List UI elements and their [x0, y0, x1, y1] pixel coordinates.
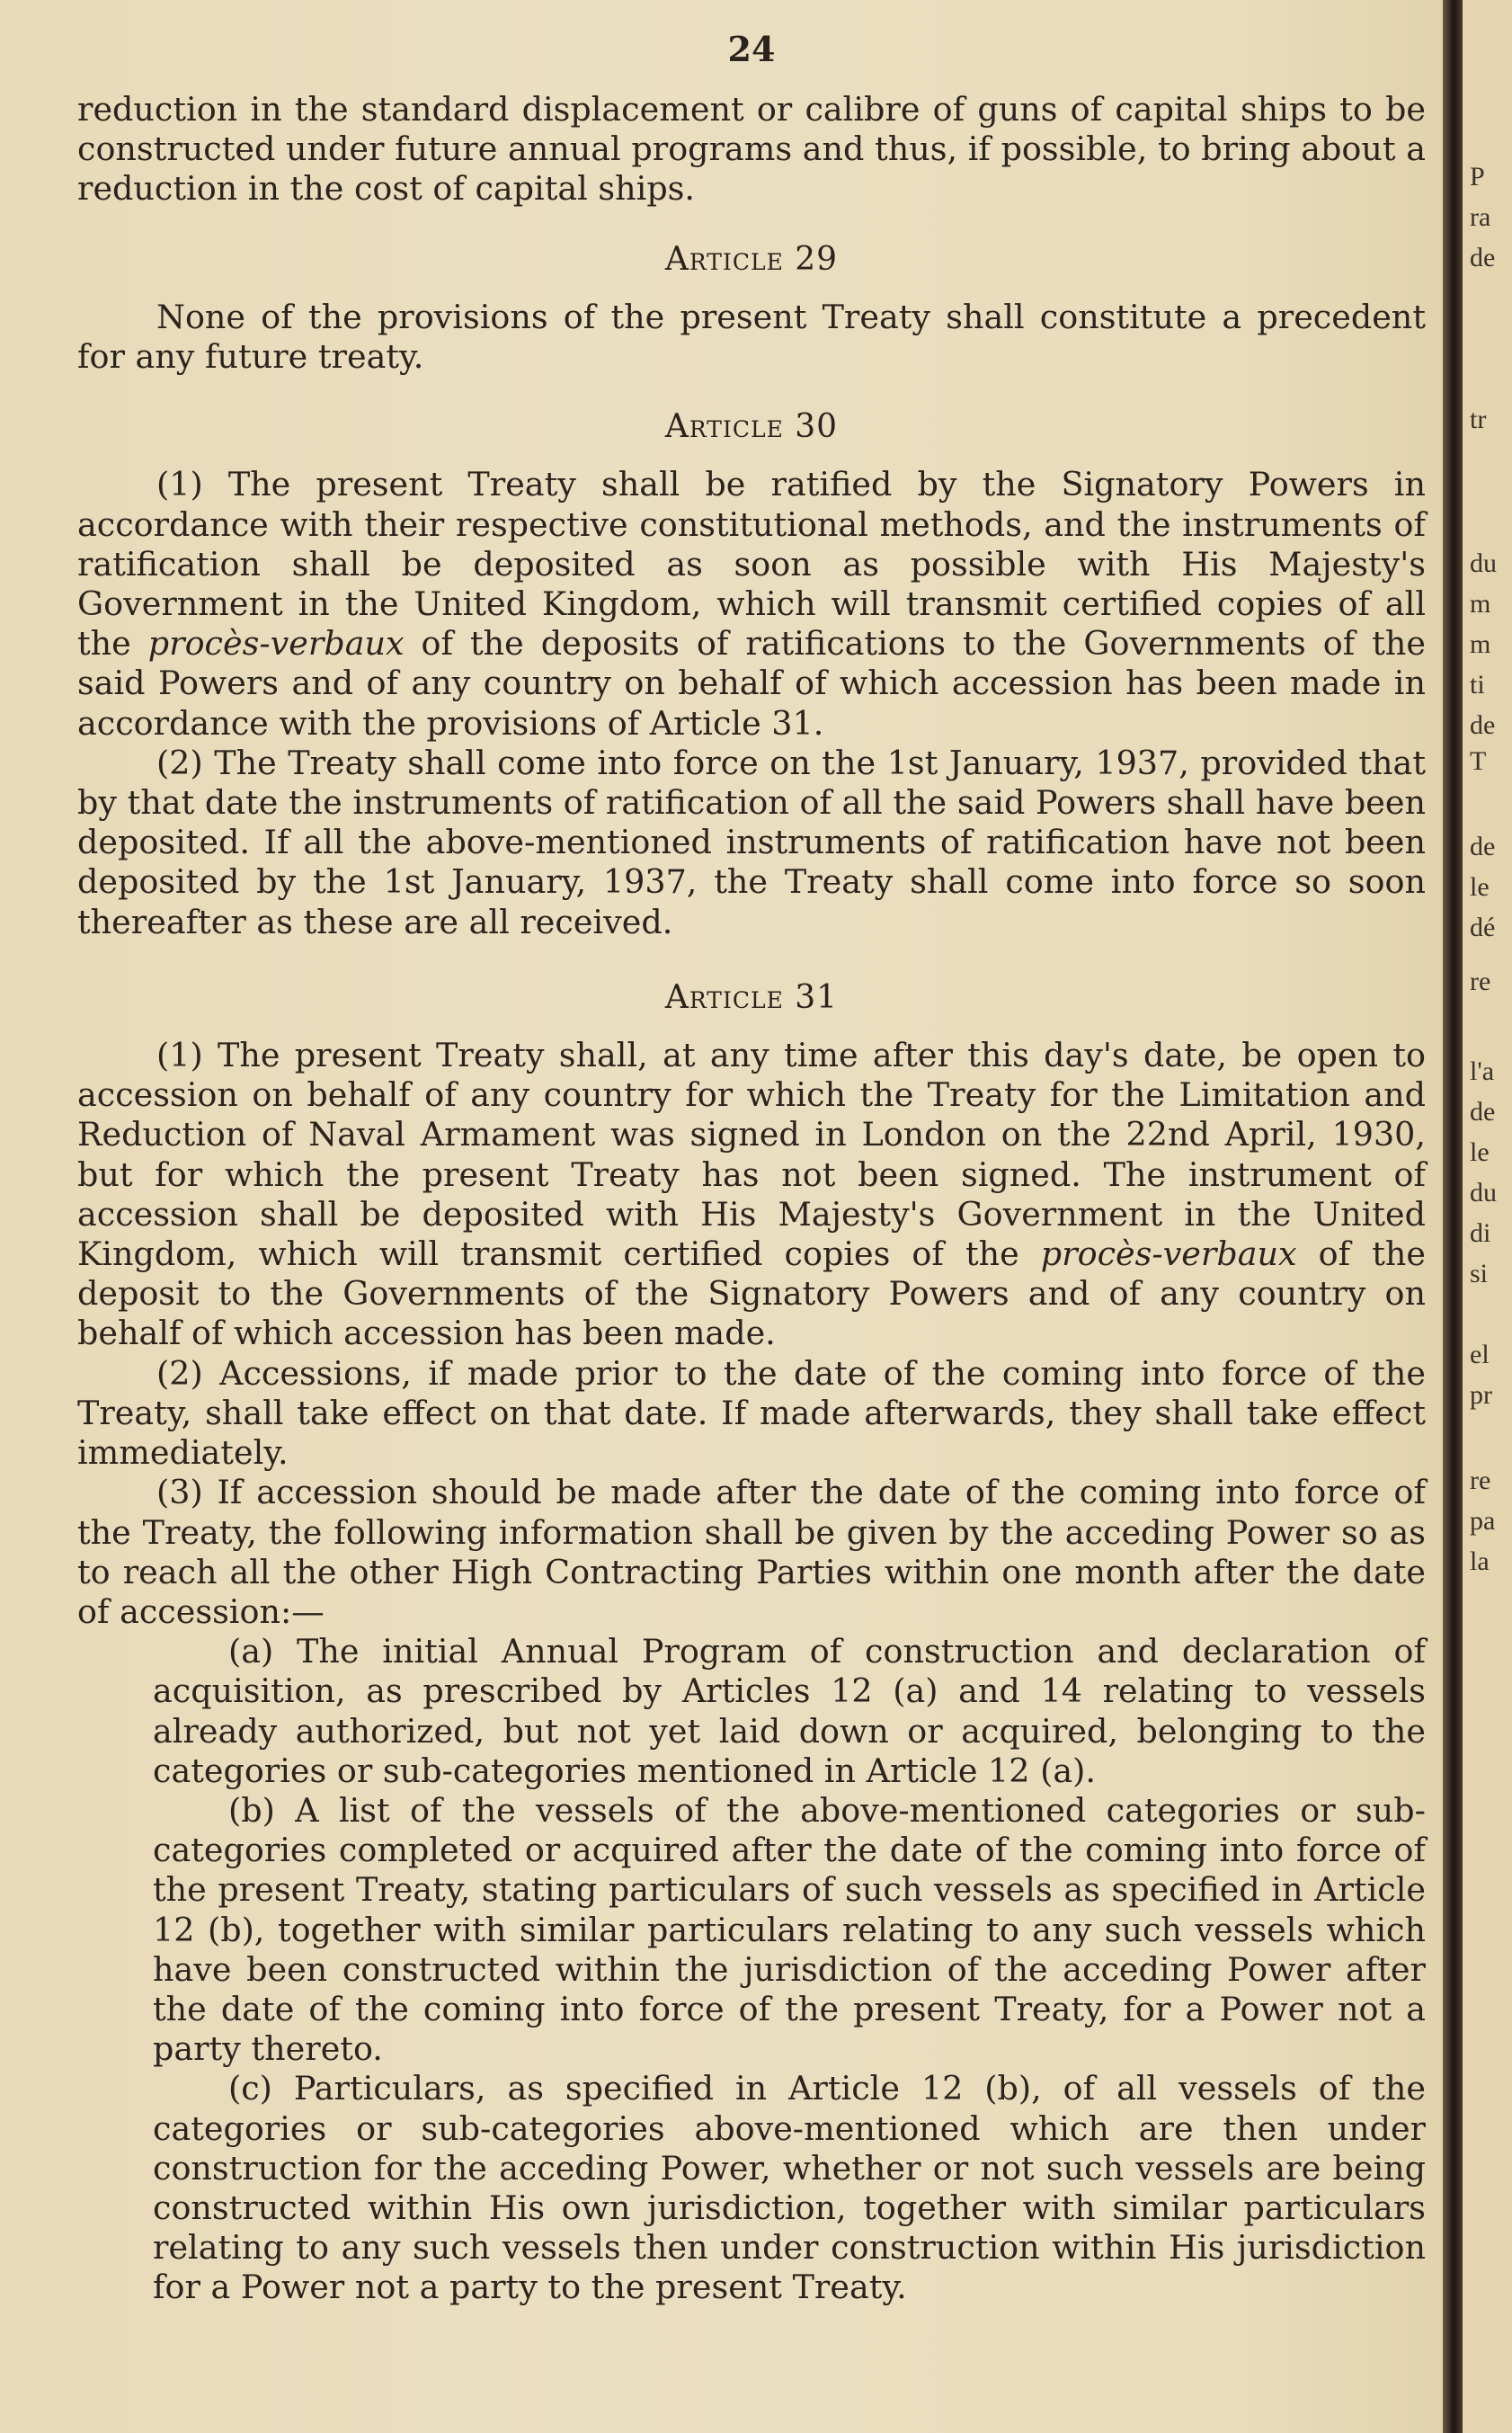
article-31-paragraph-2: (2) Accessions, if made prior to the date of the coming into force of the Treaty, shall take effect on that date. If made afterwards, they shall take effect immediately.: [77, 1353, 1426, 1473]
article-30-p1-start: (1) The present Treaty shall be ratified by the Signatory Powers in accordance with their respective constitutional methods, and the instruments of ratification shall be deposited as soon as possible with His Majesty's Government in the United Kingdom, which will transmit certified copies of all the: [77, 465, 1426, 664]
facing-page-fragment: el: [1470, 1340, 1490, 1369]
facing-page-fragment: ti: [1470, 670, 1485, 700]
facing-page-fragment: de: [1470, 1097, 1496, 1127]
page-number: 24: [727, 29, 776, 69]
facing-page-fragment: du: [1470, 1178, 1497, 1208]
article-30-heading: Article 30: [664, 408, 839, 446]
article-31-paragraph-1: [77, 1036, 1426, 1354]
facing-page-fragment: tr: [1470, 405, 1487, 434]
facing-page-fragment: la: [1470, 1546, 1490, 1576]
article-31-p1-italic: procès-verbaux: [1040, 1234, 1297, 1274]
article-31-p1-start: (1) The present Treaty shall, at any time after this day's date, be open to accession on behalf of any country for which the Treaty for the Limitation and Reduction of Naval Armament was signed in London on the 22nd April, 1930, but for which the present Treaty has not been signed. The instrument of accession shall be deposited with His Majesty's Government in the United Kingdom, which will transmit certified copies of the: [77, 1036, 1426, 1274]
facing-page-fragment: du: [1470, 548, 1497, 578]
article-29-heading: Article 29: [664, 240, 839, 278]
facing-page-fragment: m: [1470, 629, 1491, 659]
facing-page-fragment: si: [1470, 1259, 1489, 1288]
facing-page-fragment: re: [1470, 1466, 1491, 1495]
facing-page-fragment: P: [1470, 162, 1485, 192]
facing-page-fragment: le: [1470, 872, 1490, 902]
facing-page-fragment: pr: [1470, 1380, 1492, 1410]
article-31-paragraph-3: (3) If accession should be made after the date of the coming into force of the Treaty, the following information shall be given by the acceding Power so as to reach all the other High Contracting Parties within one month after the date of accession:—: [77, 1473, 1426, 1631]
facing-page-fragment: le: [1470, 1137, 1490, 1167]
article-30-paragraph-1: [77, 465, 1426, 743]
article-31-p1-end: of the deposit to the Governments of the Signatory Powers and of any country on behalf of which accession has been made.: [77, 1234, 1426, 1353]
facing-page-fragment: T: [1470, 746, 1487, 776]
article-30-p1-end: of the deposits of ratifications to the Governments of the said Powers and of any country on behalf of which accession has been made in accordance with the provisions of Article 31.: [77, 624, 1426, 743]
facing-page-fragment: de: [1470, 243, 1496, 272]
article-31-item-b: (b) A list of the vessels of the above-mentioned categories or sub-categories completed or acquired after the date of the coming into force of the present Treaty, stating particulars of such vessels as specified in Article 12 (b), together with similar particulars relating to any such vessels which have been constructed within the jurisdiction of the acceding Power after the date of the coming into force of the present Treaty, for a Power not a party thereto.: [153, 1790, 1426, 2069]
book-gutter: [1443, 0, 1463, 2433]
facing-page-fragment: di: [1470, 1218, 1491, 1248]
facing-page-fragment: ra: [1470, 202, 1491, 232]
facing-page-fragment: de: [1470, 832, 1496, 861]
facing-page-fragment: m: [1470, 589, 1491, 619]
article-30-paragraph-2: (2) The Treaty shall come into force on the 1st January, 1937, provided that by that date the instruments of ratification of all the said Powers shall have been deposited. If all the above-mentioned instruments of ratification have not been deposited by the 1st January, 1937, the Treaty shall come into force so soon thereafter as these are all received.: [77, 743, 1426, 941]
facing-page-fragment: l'a: [1470, 1056, 1495, 1086]
facing-page-fragment: dé: [1470, 913, 1496, 942]
article-30-p1-italic: procès-verbaux: [147, 624, 405, 664]
article-31-item-c: (c) Particulars, as specified in Article 12 (b), of all vessels of the categories or sub-categories above-mentioned which are then under construction for the acceding Power, whether or not such vessels are being constructed within His own jurisdiction, together with similar particulars relating to any such vessels then under construction within His jurisdiction for a Power not a party to the present Treaty.: [153, 2069, 1426, 2307]
facing-page-edge: [1463, 0, 1512, 2433]
facing-page-fragment: re: [1470, 967, 1491, 996]
intro-paragraph: reduction in the standard displacement or calibre of guns of capital ships to be constructed under future annual programs and thus, if possible, to bring about a reduction in the cost of capital ships.: [77, 90, 1426, 209]
article-31-heading: Article 31: [664, 978, 839, 1016]
article-29-text: None of the provisions of the present Treaty shall constitute a precedent for any future treaty.: [77, 297, 1426, 377]
page-content: [77, 27, 1426, 2308]
article-31-item-a: (a) The initial Annual Program of construction and declaration of acquisition, as prescribed by Articles 12 (a) and 14 relating to vessels already authorized, but not yet laid down or acquired, belonging to the categories or sub-categories mentioned in Article 12 (a).: [153, 1632, 1426, 1790]
facing-page-fragment: pa: [1470, 1506, 1496, 1536]
facing-page-fragment: de: [1470, 710, 1496, 740]
